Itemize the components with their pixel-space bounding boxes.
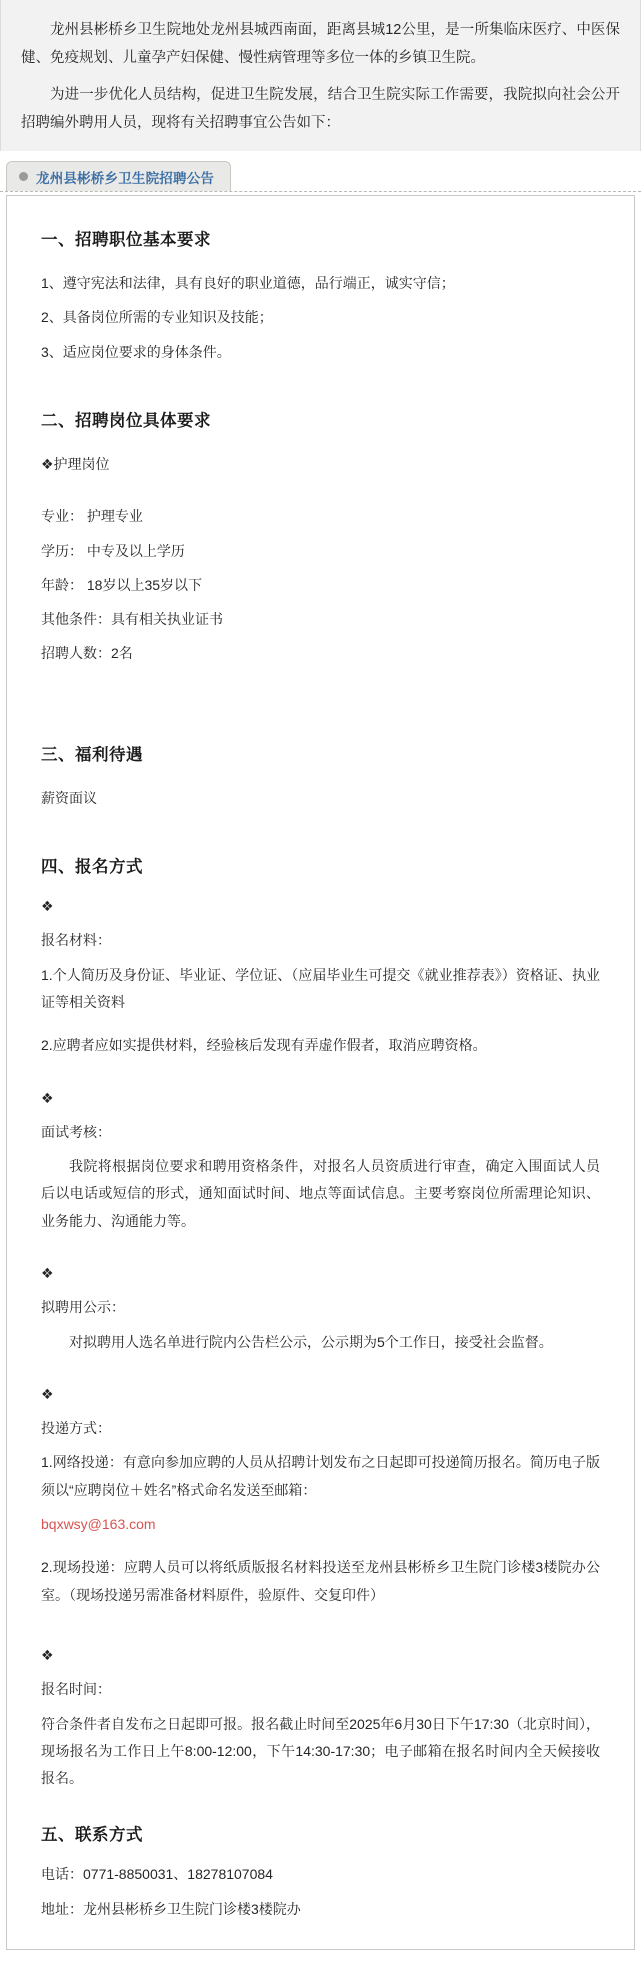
- s1-item-3: 3、适应岗位要求的身体条件。: [41, 343, 231, 360]
- section-heading-4: 四、报名方式: [41, 858, 143, 877]
- s4-sub4-line2: 2.现场投递：应聘人员可以将纸质版报名材料投送至龙州县彬桥乡卫生院门诊楼3楼院办公室。（现场投递另需准备材料原件，验原件、交复印件）: [41, 1559, 600, 1603]
- s2-field-age: 年龄： 18岁以上35岁以下: [41, 576, 203, 593]
- s3-salary-text: 薪资面议: [41, 789, 97, 806]
- section-heading-2: 二、招聘岗位具体要求: [41, 411, 211, 430]
- s4-sub3-body: 对拟聘用人选名单进行院内公告栏公示，公示期为5个工作日，接受社会监督。: [69, 1333, 553, 1350]
- tab-announcement[interactable]: [6, 161, 231, 191]
- section-heading-5: 五、联系方式: [41, 1826, 143, 1845]
- s4-sub3-title: 拟聘用公示：: [41, 1299, 125, 1316]
- email-link[interactable]: bqxwsy@163.com: [41, 1516, 156, 1533]
- s4-marker-3: ❖: [41, 1265, 54, 1281]
- s2-field-headcount: 招聘人数：2名: [41, 645, 133, 662]
- s4-sub2-body: 我院将根据岗位要求和聘用资格条件，对报名人员资质进行审查，确定入围面试人员后以电话或短信的形式，通知面试时间、地点等面试信息。主要考察岗位所需理论知识、业务能力、沟通能力等。: [41, 1158, 600, 1229]
- s4-marker-1: ❖: [41, 898, 54, 915]
- s2-field-other: 其他条件：具有相关执业证书: [41, 611, 223, 628]
- announcement-card: [6, 195, 635, 1950]
- s4-sub5-title: 报名时间：: [41, 1681, 111, 1698]
- document-tab-bar: [0, 161, 641, 195]
- intro-paragraph-1: 龙州县彬桥乡卫生院地处龙州县城西南面，距离县城12公里，是一所集临床医疗、中医保健、免疫规划、儿童孕产妇保健、慢性病管理等多位一体的乡镇卫生院。: [21, 22, 620, 67]
- s4-marker-4: ❖: [41, 1385, 54, 1402]
- post-marker: ❖护理岗位: [41, 455, 110, 472]
- bullet-dot-icon: [19, 172, 28, 181]
- tab-label: 龙州县彬桥乡卫生院招聘公告: [36, 170, 215, 186]
- s4-sub1-title: 报名材料：: [41, 932, 111, 949]
- s2-field-major: 专业： 护理专业: [41, 508, 143, 525]
- s2-field-education: 学历： 中专及以上学历: [41, 542, 185, 559]
- tab-divider-line: [0, 191, 641, 192]
- contact-phone: 电话：0771-8850031、18278107084: [41, 1866, 273, 1883]
- intro-block: [0, 0, 641, 151]
- s4-sub1-line2: 2.应聘者应如实提供材料，经验核后发现有弄虚作假者，取消应聘资格。: [41, 1037, 487, 1054]
- s4-sub1-line1: 1.个人简历及身份证、毕业证、学位证、（应届毕业生可提交《就业推荐表》）资格证、执业证等相关资料: [41, 966, 600, 1010]
- s4-sub5-body: 符合条件者自发布之日起即可报。报名截止时间至2025年6月30日下午17:30（北京时间），现场报名为工作日上午8:00-12:00，下午14:30-17:30；电子邮箱在报名时间内全天候接收报名。: [41, 1715, 600, 1787]
- s1-item-1: 1、遵守宪法和法律，具有良好的职业道德，品行端正，诚实守信；: [41, 275, 455, 292]
- s1-item-2: 2、具备岗位所需的专业知识及技能；: [41, 309, 273, 326]
- intro-paragraph-2: 为进一步优化人员结构，促进卫生院发展，结合卫生院实际工作需要，我院拟向社会公开招聘编外聘用人员，现将有关招聘事宜公告如下：: [21, 86, 620, 131]
- contact-address: 地址：龙州县彬桥乡卫生院门诊楼3楼院办: [41, 1900, 301, 1917]
- section-heading-1: 一、招聘职位基本要求: [41, 231, 211, 250]
- s4-sub2-title: 面试考核：: [41, 1123, 111, 1140]
- s4-sub4-line1: 1.网络投递：有意向参加应聘的人员从招聘计划发布之日起即可投递简历报名。简历电子版须以“应聘岗位＋姓名”格式命名发送至邮箱：: [41, 1454, 600, 1498]
- section-heading-3: 三、福利待遇: [41, 745, 143, 764]
- s4-marker-5: ❖: [41, 1646, 54, 1663]
- s4-sub4-title: 投递方式：: [41, 1420, 111, 1437]
- s4-marker-2: ❖: [41, 1089, 54, 1106]
